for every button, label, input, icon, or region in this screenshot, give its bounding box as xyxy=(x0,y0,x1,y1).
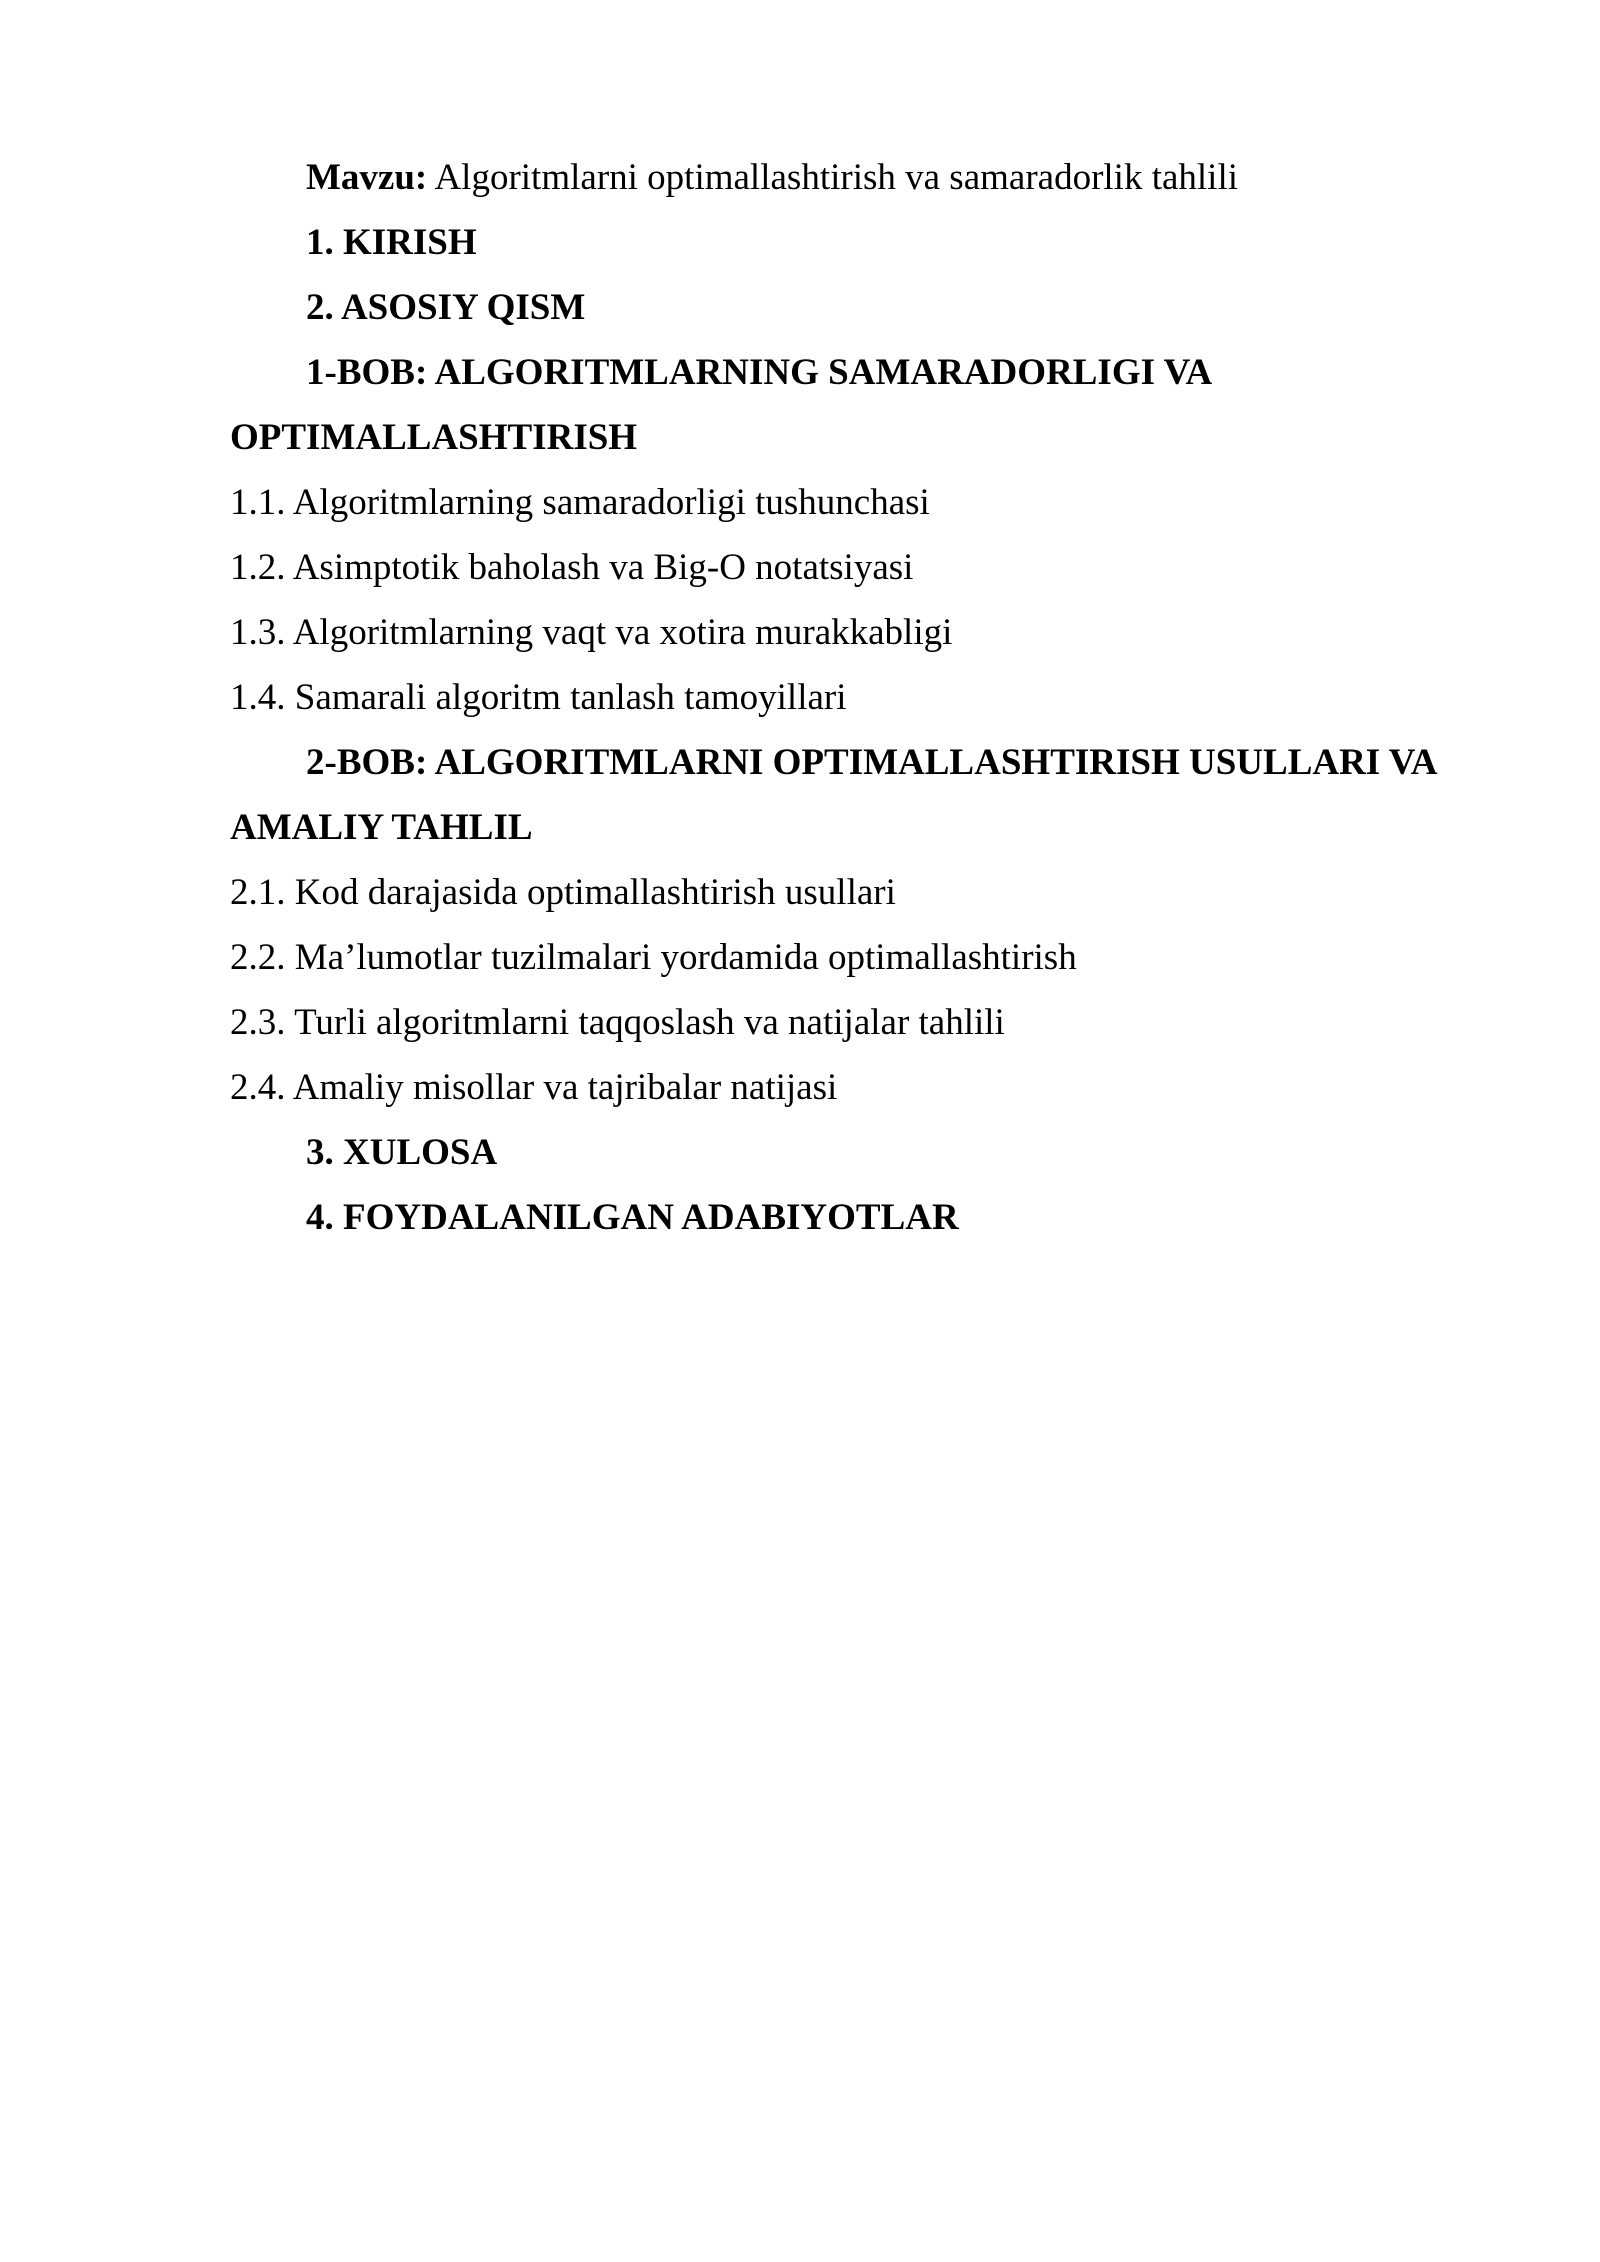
toc-item-1-1: 1.1. Algoritmlarning samaradorligi tushunchasi xyxy=(230,482,930,523)
topic-line xyxy=(230,145,1470,210)
toc-item-1-2: 1.2. Asimptotik baholash va Big-O notatsiyasi xyxy=(230,547,914,588)
topic-label: Mavzu: xyxy=(306,157,428,198)
toc-item-2-3: 2.3. Turli algoritmlarni taqqoslash va natijalar tahlili xyxy=(230,1002,1005,1043)
chapter1-title-line2: OPTIMALLASHTIRISH xyxy=(230,417,638,458)
toc-item-1-4: 1.4. Samarali algoritm tanlash tamoyillari xyxy=(230,677,847,718)
toc-item-2-1: 2.1. Kod darajasida optimallashtirish usullari xyxy=(230,872,896,913)
table-of-contents xyxy=(230,145,1470,1250)
toc-item-2-2: 2.2. Ma’lumotlar tuzilmalari yordamida optimallashtirish xyxy=(230,937,1077,978)
toc-item-1-3: 1.3. Algoritmlarning vaqt va xotira murakkabligi xyxy=(230,612,953,653)
topic-text: Algoritmlarni optimallashtirish va samaradorlik tahlili xyxy=(427,157,1239,198)
chapter2-title-line1: 2-BOB: ALGORITMLARNI OPTIMALLASHTIRISH USULLARI VA xyxy=(306,742,1438,783)
toc-conclusion: 3. XULOSA xyxy=(306,1132,498,1173)
chapter1-title-line1: 1-BOB: ALGORITMLARNING SAMARADORLIGI VA xyxy=(306,352,1213,393)
toc-main-part: 2. ASOSIY QISM xyxy=(306,287,586,328)
toc-item-2-4: 2.4. Amaliy misollar va tajribalar natijasi xyxy=(230,1067,838,1108)
toc-references: 4. FOYDALANILGAN ADABIYOTLAR xyxy=(306,1197,959,1238)
toc-intro: 1. KIRISH xyxy=(306,222,477,263)
chapter2-title-line2: AMALIY TAHLIL xyxy=(230,807,533,848)
